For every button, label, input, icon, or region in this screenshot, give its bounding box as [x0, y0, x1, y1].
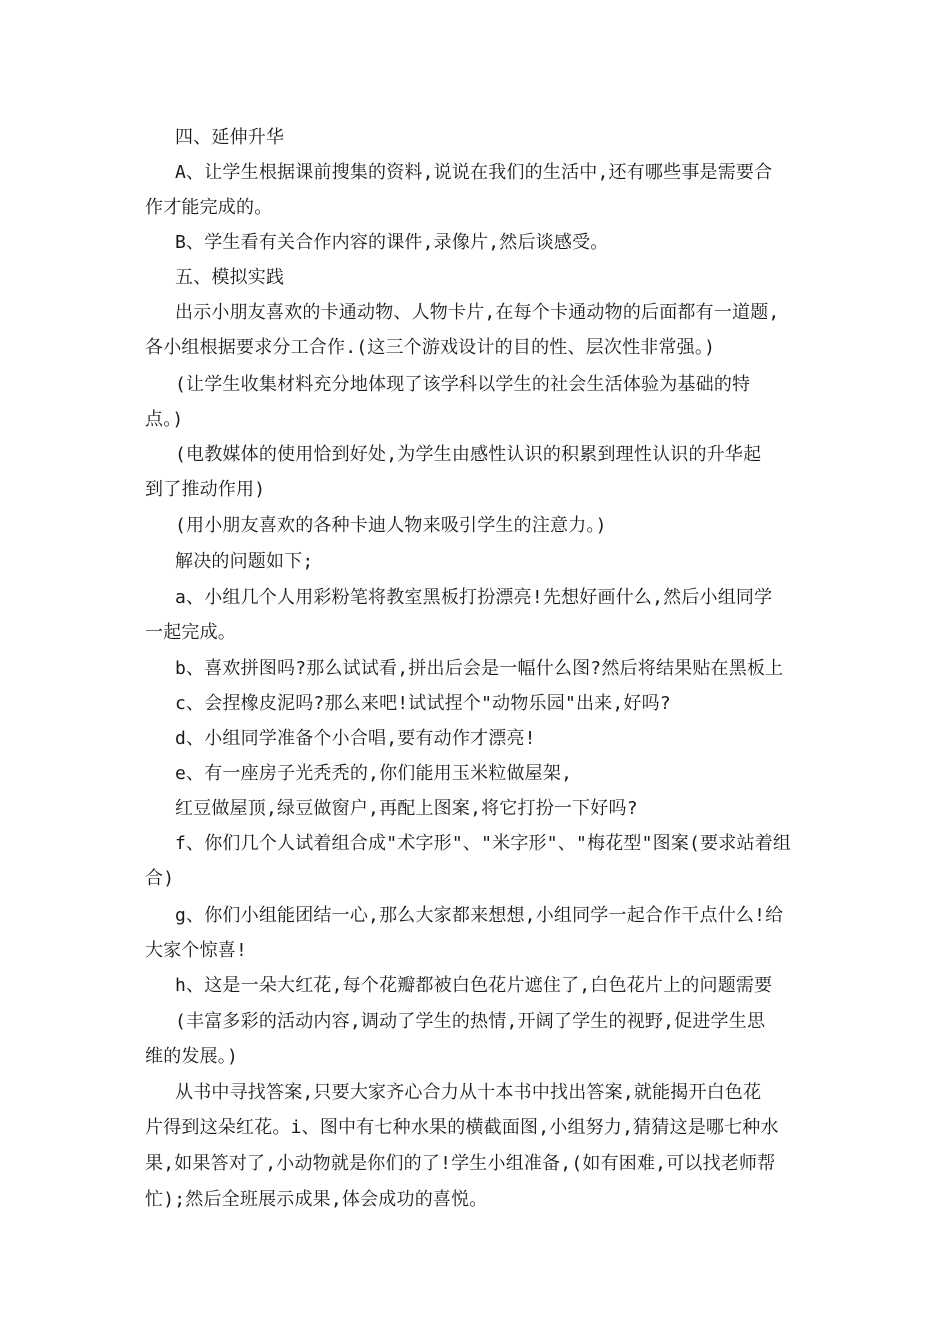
paragraph-line: A、让学生根据课前搜集的资料,说说在我们的生活中,还有哪些事是需要合 — [175, 162, 773, 183]
paragraph-line: 一起完成。 — [145, 622, 236, 643]
paragraph-line: 片得到这朵红花。i、图中有七种水果的横截面图,小组努力,猜猜这是哪七种水 — [145, 1117, 779, 1138]
paragraph-line: 出示小朋友喜欢的卡通动物、人物卡片,在每个卡通动物的后面都有一道题, — [175, 302, 780, 323]
section-heading-5: 五、模拟实践 — [175, 267, 285, 288]
paragraph-line: 大家个惊喜! — [145, 940, 248, 961]
list-item-b: b、喜欢拼图吗?那么试试看,拼出后会是一幅什么图?然后将结果贴在黑板上 — [175, 658, 784, 679]
list-item-c: c、会捏橡皮泥吗?那么来吧!试试捏个"动物乐园"出来,好吗? — [175, 693, 671, 714]
paragraph-line: 红豆做屋顶,绿豆做窗户,再配上图案,将它打扮一下好吗? — [175, 798, 638, 819]
list-item-a: a、小组几个人用彩粉笔将教室黑板打扮漂亮!先想好画什么,然后小组同学 — [175, 587, 773, 608]
paragraph-line: 合) — [145, 868, 175, 889]
list-item-g: g、你们小组能团结一心,那么大家都来想想,小组同学一起合作干点什么!给 — [175, 905, 784, 926]
list-item-f: f、你们几个人试着组合成"术字形"、"米字形"、"梅花型"图案(要求站着组 — [175, 833, 792, 854]
paragraph-line: (让学生收集材料充分地体现了该学科以学生的社会生活体验为基础的特 — [175, 374, 751, 395]
section-heading-4: 四、延伸升华 — [175, 127, 285, 148]
list-item-d: d、小组同学准备个小合唱,要有动作才漂亮! — [175, 728, 536, 749]
paragraph-line: 作才能完成的。 — [145, 197, 273, 218]
paragraph-line: 维的发展。) — [145, 1046, 239, 1067]
paragraph-line: B、学生看有关合作内容的课件,录像片,然后谈感受。 — [175, 232, 609, 253]
paragraph-line: (用小朋友喜欢的各种卡迪人物来吸引学生的注意力。) — [175, 515, 607, 536]
paragraph-line: 到了推动作用) — [145, 479, 266, 500]
paragraph-line: (电教媒体的使用恰到好处,为学生由感性认识的积累到理性认识的升华起 — [175, 444, 762, 465]
list-item-e: e、有一座房子光秃秃的,你们能用玉米粒做屋架, — [175, 763, 573, 784]
paragraph-line: 点。) — [145, 409, 184, 430]
paragraph-line: 果,如果答对了,小动物就是你们的了!学生小组准备,(如有困难,可以找老师帮 — [145, 1153, 776, 1174]
paragraph-line: 各小组根据要求分工合作.(这三个游戏设计的目的性、层次性非常强。) — [145, 337, 716, 358]
paragraph-line: 忙);然后全班展示成果,体会成功的喜悦。 — [145, 1189, 488, 1210]
list-item-h: h、这是一朵大红花,每个花瓣都被白色花片遮住了,白色花片上的问题需要 — [175, 975, 773, 996]
paragraph-line: 解决的问题如下; — [175, 551, 314, 572]
paragraph-line: (丰富多彩的活动内容,调动了学生的热情,开阔了学生的视野,促进学生思 — [175, 1011, 766, 1032]
paragraph-line: 从书中寻找答案,只要大家齐心合力从十本书中找出答案,就能揭开白色花 — [175, 1082, 762, 1103]
